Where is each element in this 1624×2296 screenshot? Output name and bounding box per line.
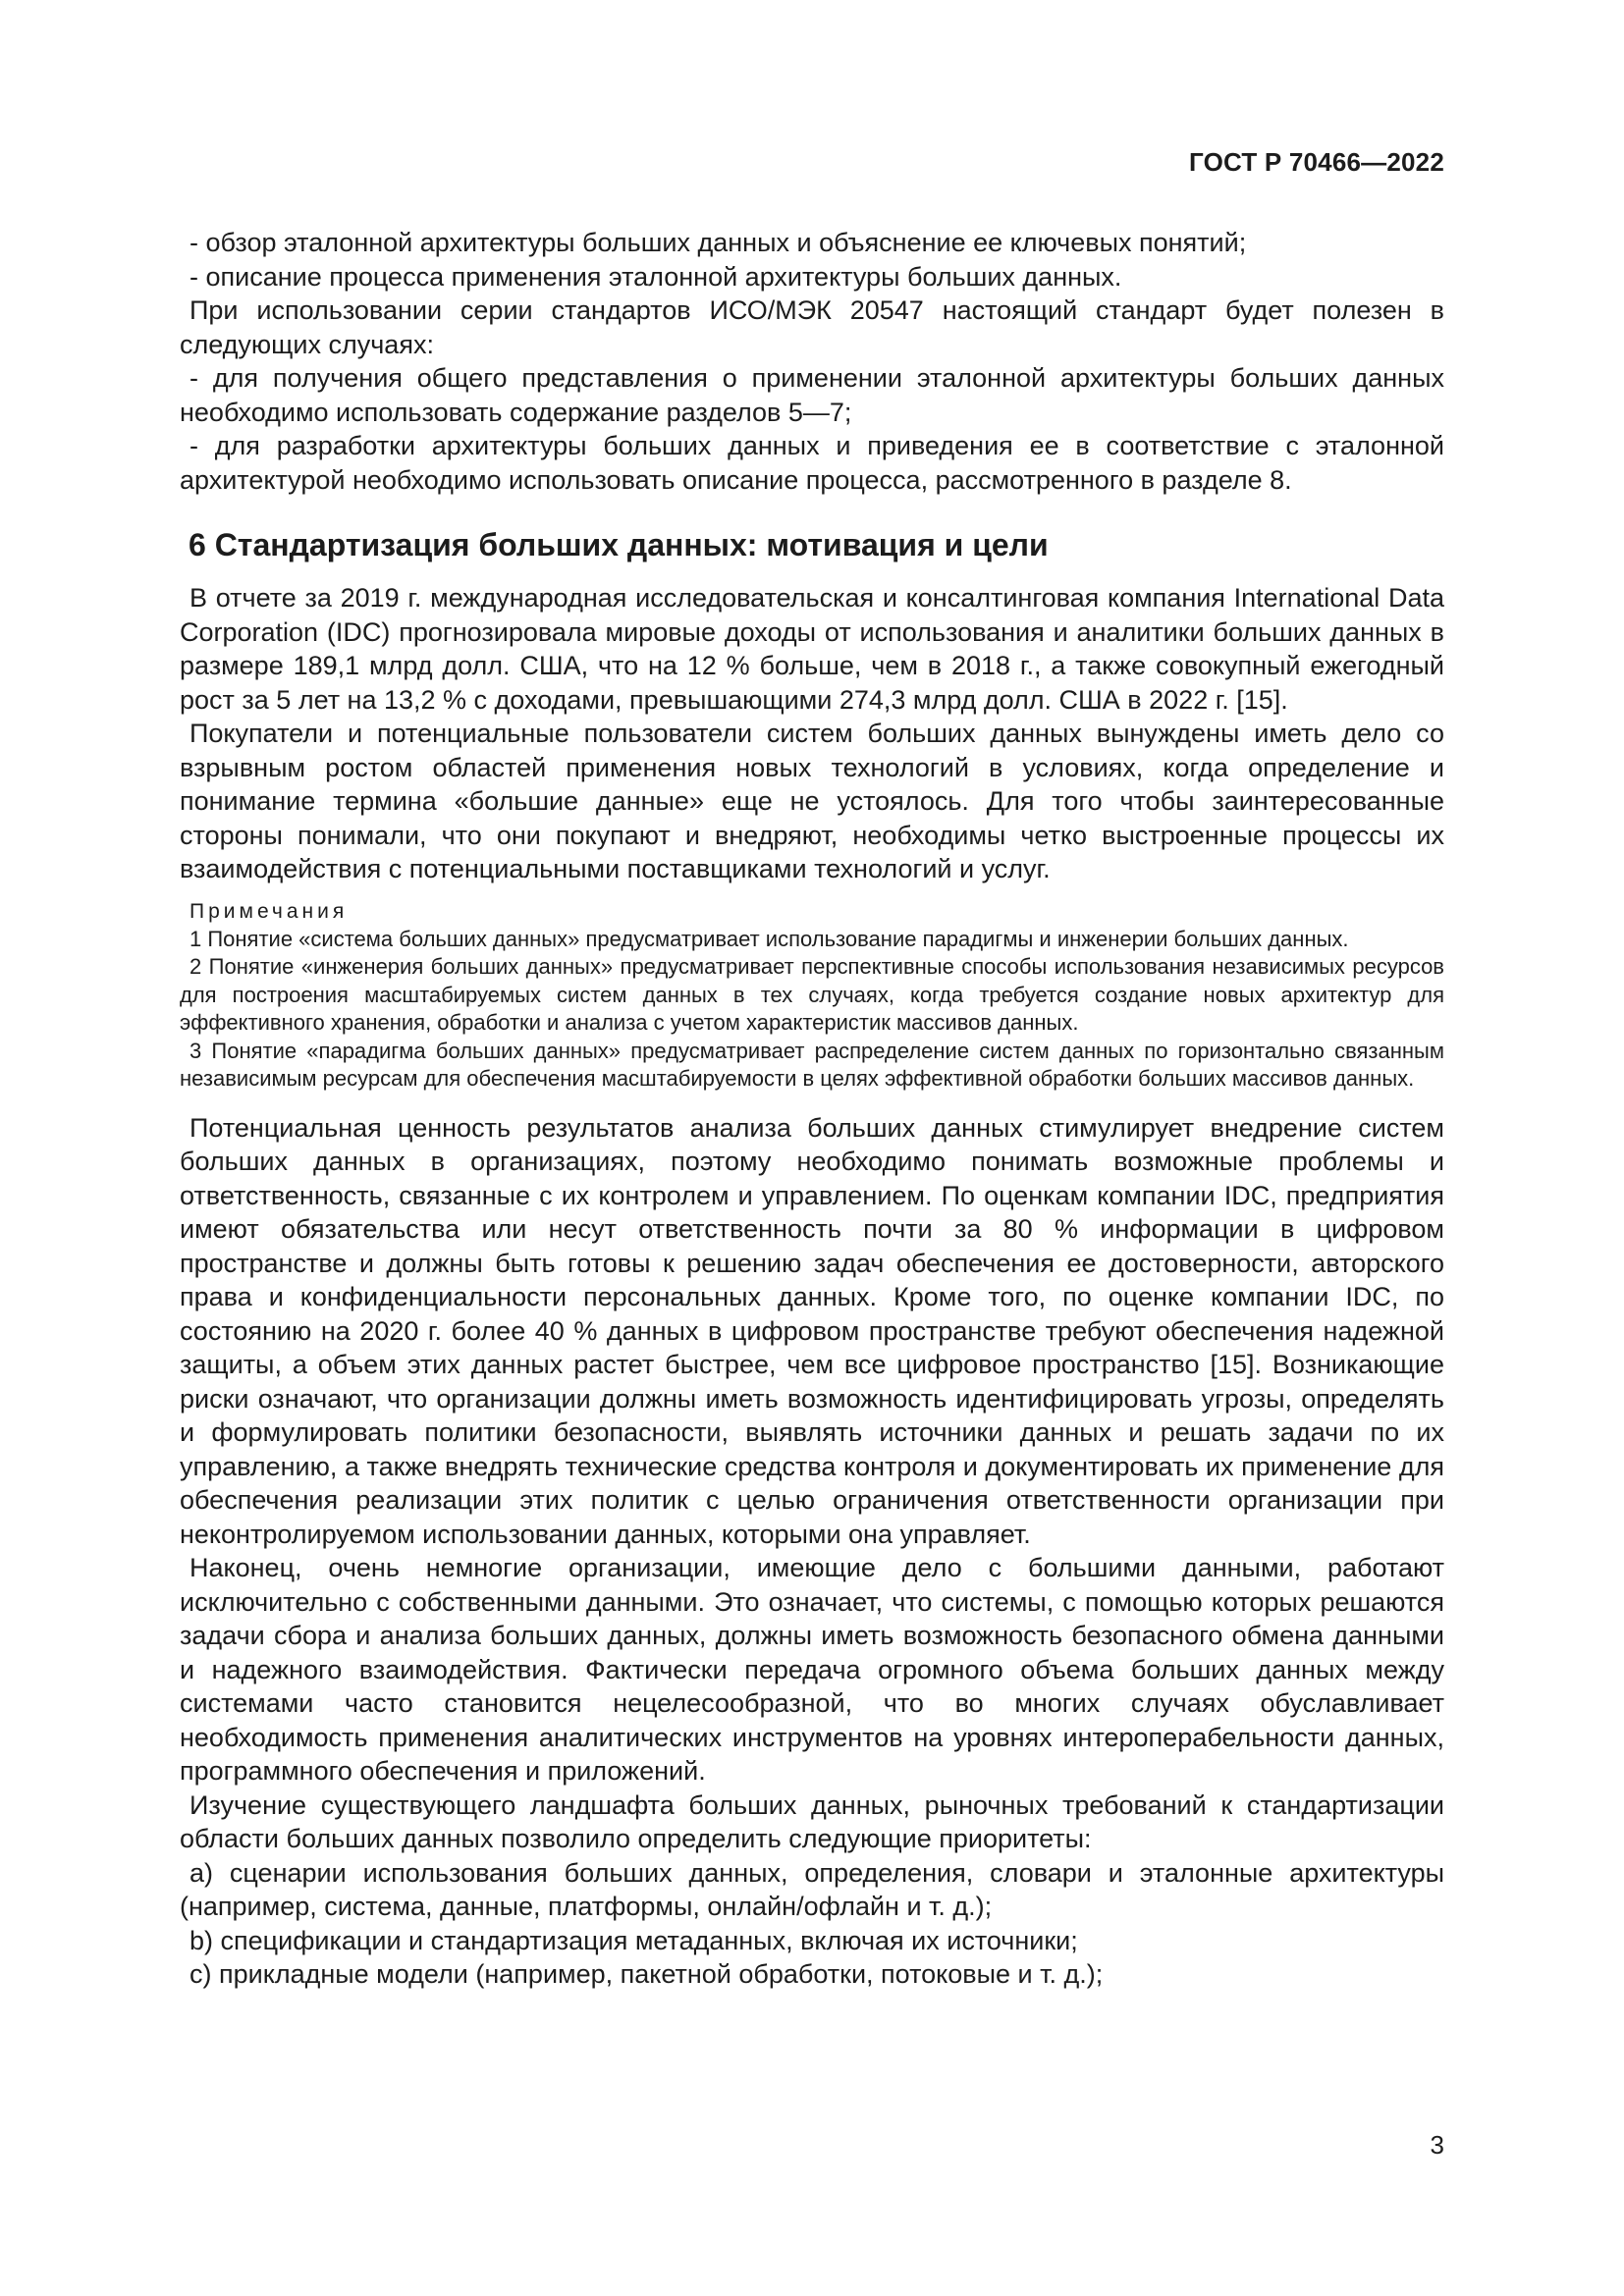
list-item: - обзор эталонной архитектуры больших данных и объяснение ее ключевых понятий; <box>189 228 1247 257</box>
paragraph: Покупатели и потенциальные пользователи систем больших данных вынуждены иметь дело со взрывным ростом областей применения новых технологий в условиях, когда определение и понимание термина «большие данные» еще не устоялось. Для того чтобы заинтересованные стороны понимали, что они покупают и внедряют, необходимы четко выстроенные процессы их взаимодействия с потенциальными поставщиками технологий и услуг. <box>180 719 1444 883</box>
section-heading: 6 Стандартизация больших данных: мотивация и цели <box>189 527 1049 562</box>
list-item: - для получения общего представления о применении эталонной архитектуры больших данных необходимо использовать содержание разделов 5—7; <box>180 363 1444 427</box>
page-content <box>180 226 1444 1992</box>
paragraph: В отчете за 2019 г. международная исследовательская и консалтинговая компания International Data Corporation (IDC) прогнозировала мировые доходы от использования и аналитики больших данных в размере 189,1 млрд долл. США, что на 12 % больше, чем в 2018 г., а также совокупный ежегодный рост за 5 лет на 13,2 % с доходами, превышающими 274,3 млрд долл. США в 2022 г. [15]. <box>180 583 1444 715</box>
note-item: 3 Понятие «парадигма больших данных» предусматривает распределение систем данных по горизонтально связанным независимым ресурсам для обеспечения масштабируемости в целях эффективной обработки больших массивов данных. <box>180 1038 1444 1091</box>
note-item: 2 Понятие «инженерия больших данных» предусматривает перспективные способы использования независимых ресурсов для построения масштабируемых систем данных в тех случаях, когда требуется создание новых архитектур для эффективного хранения, обработки и анализа с учетом характеристик массивов данных. <box>180 954 1444 1035</box>
list-item: b) спецификации и стандартизация метаданных, включая их источники; <box>189 1925 1078 1955</box>
list-item: - описание процесса применения эталонной архитектуры больших данных. <box>189 261 1122 292</box>
paragraph: Наконец, очень немногие организации, имеющие дело с большими данными, работают исключительно с собственными данными. Это означает, что системы, с помощью которых решаются задачи сбора и анализа больших данных, должны иметь возможность безопасного обмена данными и надежного взаимодействия. Фактически передача огромного объема больших данных между системами часто становится нецелесообразной, что во многих случаях обуславливает необходимость применения аналитических инструментов на уровнях интероперабельности данных, программного обеспечения и приложений. <box>180 1553 1444 1786</box>
document-id-header: ГОСТ Р 70466—2022 <box>1189 147 1444 177</box>
paragraph: При использовании серии стандартов ИСО/МЭК 20547 настоящий стандарт будет полезен в следующих случаях: <box>180 295 1444 359</box>
page-number: 3 <box>1430 2130 1444 2160</box>
paragraph: Потенциальная ценность результатов анализа больших данных стимулирует внедрение систем больших данных в организациях, поэтому необходимо понимать возможные проблемы и ответственность, связанные с их контролем и управлением. По оценкам компании IDC, предприятия имеют обязательства или несут ответственность почти за 80 % информации в цифровом пространстве и должны быть готовы к решению задач обеспечения ее достоверности, авторского права и конфиденциальности персональных данных. Кроме того, по оценке компании IDC, по состоянию на 2020 г. более 40 % данных в цифровом пространстве требуют обеспечения надежной защиты, а объем этих данных растет быстрее, чем все цифровое пространство [15]. Возникающие риски означают, что организации должны иметь возможность идентифицировать угрозы, определять и формулировать политики безопасности, выявлять источники данных и решать задачи по их управлению, а также внедрять технические средства контроля и документировать их применение для обеспечения реализации этих политик с целью ограничения ответственности организации при неконтролируемом использовании данных, которыми она управляет. <box>180 1112 1444 1549</box>
paragraph: Изучение существующего ландшафта больших данных, рыночных требований к стандартизации области больших данных позволило определить следующие приоритеты: <box>180 1789 1444 1853</box>
list-item: - для разработки архитектуры больших данных и приведения ее в соответствие с эталонной архитектурой необходимо использовать описание процесса, рассмотренного в разделе 8. <box>180 431 1444 495</box>
note-item: 1 Понятие «система больших данных» предусматривает использование парадигмы и инженерии больших данных. <box>189 926 1349 951</box>
list-item: а) сценарии использования больших данных, определения, словари и эталонные архитектуры (например, система, данные, платформы, онлайн/офлайн и т. д.); <box>180 1857 1444 1921</box>
notes-title: Примечания <box>189 899 349 923</box>
notes-block <box>180 900 1444 1094</box>
list-item: c) прикладные модели (например, пакетной обработки, потоковые и т. д.); <box>189 1959 1104 1989</box>
